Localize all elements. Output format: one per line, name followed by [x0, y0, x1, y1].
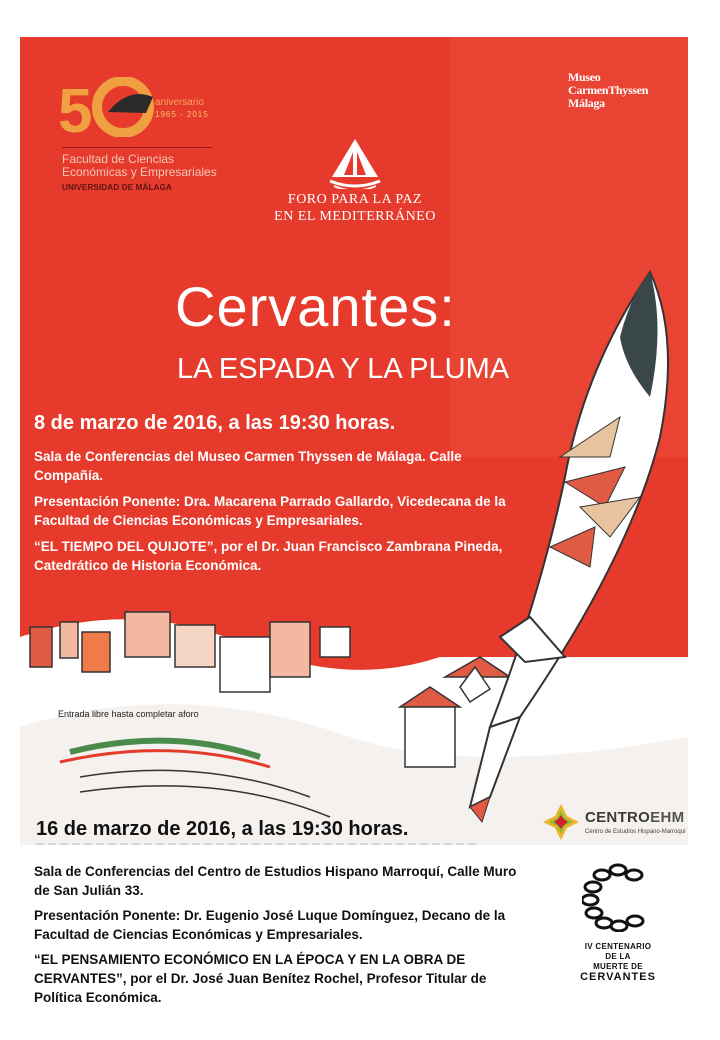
event1-date: 8 de marzo de 2016, a las 19:30 horas.	[34, 412, 396, 434]
centro-ehm-name	[585, 809, 684, 826]
centenario-line2: DE LA	[605, 952, 631, 961]
divider	[62, 147, 212, 148]
svg-text:5: 5	[58, 77, 93, 137]
foro-title	[250, 191, 460, 225]
free-entry-note: Entrada libre hasta completar aforo	[58, 709, 199, 719]
foro-line2: EN EL MEDITERRÁNEO	[274, 209, 436, 224]
centro-name-a: CENTRO	[585, 809, 651, 826]
foro-line1: FORO PARA LA PAZ	[287, 192, 423, 207]
centenario-text	[565, 942, 671, 982]
event2-date-block	[36, 817, 476, 845]
faculty-name	[62, 153, 217, 179]
event1-venue: Sala de Conferencias del Museo Carmen Thyssen de Málaga. Calle Compañía.	[34, 449, 462, 483]
blurred-text-strip	[36, 843, 476, 845]
centro-name-b: EHM	[650, 809, 685, 826]
museum-line1: Museo	[568, 70, 601, 84]
centro-ehm-star-icon	[541, 802, 581, 842]
anniversary-years: 1965 - 2015	[155, 110, 209, 119]
foro-sail-icon	[326, 137, 384, 189]
event1-talk: “EL TIEMPO DEL QUIJOTE”, por el Dr. Juan Francisco Zambrana Pineda, Catedrático de Historia Económica.	[34, 539, 503, 573]
centenario-line3: MUERTE DE	[593, 962, 643, 971]
event2-talk: “EL PENSAMIENTO ECONÓMICO EN LA ÉPOCA Y EN LA OBRA DE CERVANTES”, por el Dr. José Juan Benítez Rochel, Profesor Titular de Política Económica.	[34, 952, 487, 1005]
university-name: UNIVERSIDAD DE MÁLAGA	[62, 183, 172, 192]
event1-presentation: Presentación Ponente: Dra. Macarena Parrado Gallardo, Vicedecana de la Facultad de Ciencias Económicas y Empresariales.	[34, 494, 506, 528]
event2-venue: Sala de Conferencias del Centro de Estudios Hispano Marroquí, Calle Muro de San Julián 33.	[34, 864, 517, 898]
faculty-line1: Facultad de Ciencias	[62, 152, 175, 166]
centro-ehm-subtitle: Centro de Estudios Hispano-Marroquí	[585, 829, 686, 835]
anniversary-label	[155, 97, 209, 121]
centenario-line1: IV CENTENARIO	[584, 942, 652, 951]
museum-line2: CarmenThyssen	[568, 83, 649, 97]
anniversary-50-logo	[58, 77, 158, 137]
centenario-line4: CERVANTES	[580, 971, 656, 983]
event2-presentation: Presentación Ponente: Dr. Eugenio José Luque Domínguez, Decano de la Facultad de Ciencias Económicas y Empresariales.	[34, 908, 506, 942]
centenario-c-icon	[582, 862, 654, 932]
faculty-line2: Económicas y Empresariales	[62, 165, 217, 179]
event2-date: 16 de marzo de 2016, a las 19:30 horas.	[36, 818, 409, 840]
anniversary-text: aniversario	[155, 97, 204, 108]
event2-details	[34, 862, 524, 1013]
museum-line3: Málaga	[568, 96, 605, 110]
museum-logo	[568, 71, 648, 110]
page-title: Cervantes:	[175, 275, 456, 338]
page-subtitle: LA ESPADA Y LA PLUMA	[177, 353, 510, 385]
event1-details	[34, 447, 524, 582]
poster	[20, 37, 688, 845]
